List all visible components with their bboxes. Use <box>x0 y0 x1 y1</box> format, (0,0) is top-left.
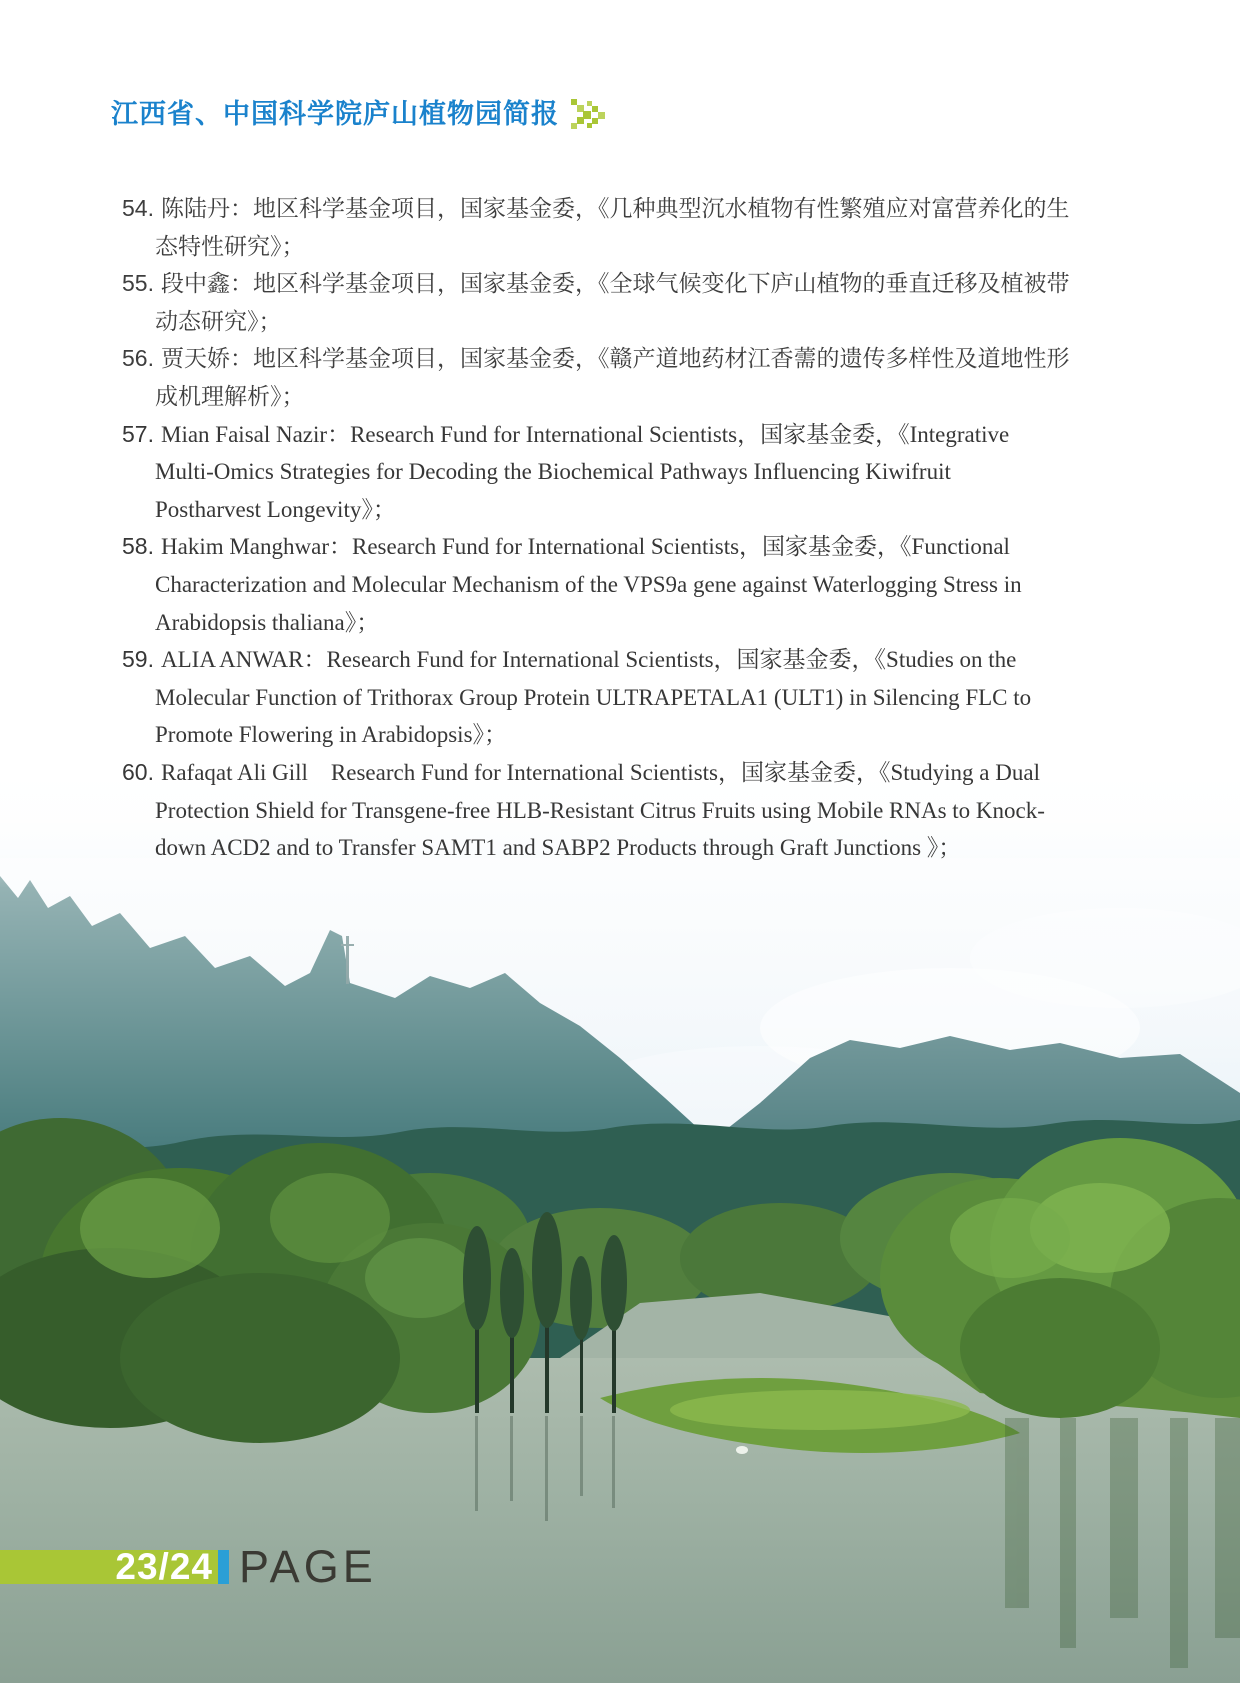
item-first-line: 54. 陈陆丹：地区科学基金项目，国家基金委，《几种典型沉水植物有性繁殖应对富营养化的生 <box>122 190 1162 228</box>
item-continuation-line: 成机理解析》； <box>155 382 305 409</box>
landscape-photo <box>0 758 1240 1683</box>
item-continuation-line: Arabidopsis thaliana》； <box>155 609 380 635</box>
page-number-bar <box>0 1546 229 1587</box>
item-continuation-line: Protection Shield for Transgene-free HLB-Resistant Citrus Fruits using Mobile RNAs to Knock- <box>155 797 1045 823</box>
page-title: 江西省、中国科学院庐山植物园简报 <box>111 99 559 129</box>
page-number-divider <box>218 1550 229 1584</box>
item-number: 58. <box>122 533 154 560</box>
list-item <box>122 641 1162 754</box>
item-continuation-line: Promote Flowering in Arabidopsis》； <box>155 722 508 748</box>
item-continuation-line: 动态研究》； <box>155 307 282 334</box>
item-first-line: 56. 贾天娇：地区科学基金项目，国家基金委，《赣产道地药材江香薷的遗传多样性及道地性形 <box>122 340 1162 378</box>
item-number: 55. <box>122 270 154 297</box>
item-number: 56. <box>122 345 154 372</box>
double-chevron-squares-icon <box>571 98 609 130</box>
item-continuation-line: Molecular Function of Trithorax Group Protein ULTRAPETALA1 (ULT1) in Silencing FLC to <box>155 684 1032 710</box>
page-number: 23/24 <box>115 1546 213 1587</box>
item-continuation-line: 态特性研究》； <box>155 232 305 259</box>
item-continuation-line: Multi-Omics Strategies for Decoding the Biochemical Pathways Influencing Kiwifruit <box>155 459 951 485</box>
item-continuation-line: Postharvest Longevity》； <box>155 496 396 522</box>
list-item <box>122 190 1162 265</box>
item-first-line: 57. Mian Faisal Nazir：Research Fund for International Scientists，国家基金委，《Integrative <box>122 416 1162 454</box>
item-continuation-line: down ACD2 and to Transfer SAMT1 and SABP2 Products through Graft Junctions 》； <box>155 835 962 861</box>
list-item <box>122 528 1162 641</box>
item-number: 60. <box>122 758 154 785</box>
item-continuation-line: Characterization and Molecular Mechanism of the VPS9a gene against Waterlogging Stress in <box>155 571 1022 597</box>
item-number: 59. <box>122 646 154 673</box>
page-label: PAGE <box>239 1541 377 1592</box>
item-number: 54. <box>122 195 154 221</box>
list-item <box>122 416 1162 529</box>
project-list <box>122 190 1162 867</box>
list-item <box>122 754 1162 867</box>
item-first-line: 55. 段中鑫：地区科学基金项目，国家基金委，《全球气候变化下庐山植物的垂直迁移及植被带 <box>122 265 1162 303</box>
list-item <box>122 340 1162 415</box>
page-header <box>111 97 609 131</box>
item-first-line: 59. ALIA ANWAR：Research Fund for International Scientists，国家基金委，《Studies on the <box>122 641 1162 679</box>
item-first-line: 60. Rafaqat Ali Gill Research Fund for International Scientists，国家基金委，《Studying a Dual <box>122 754 1162 792</box>
item-number: 57. <box>122 420 154 447</box>
list-item <box>122 265 1162 340</box>
item-first-line: 58. Hakim Manghwar：Research Fund for International Scientists，国家基金委，《Functional <box>122 528 1162 566</box>
